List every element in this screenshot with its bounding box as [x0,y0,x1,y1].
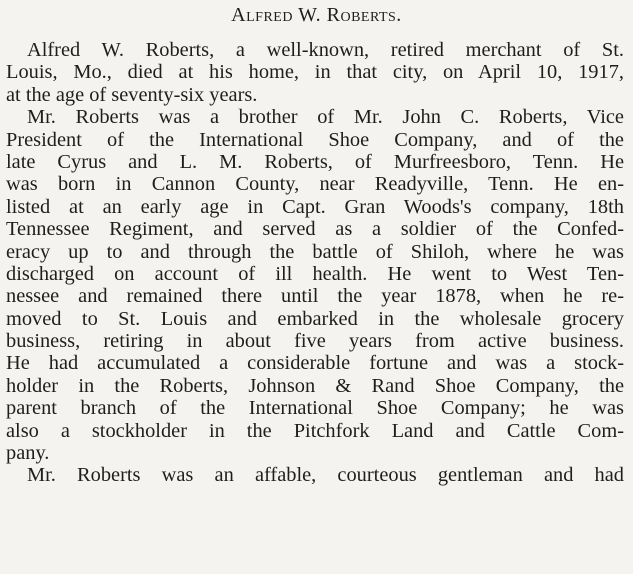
text-line: Tennessee Regiment, and served as a soldier of the Confed- [6,218,624,241]
text-line: He had accumulated a considerable fortune and was a stock- [6,352,624,375]
paragraph [6,106,624,464]
text-line: was born in Cannon County, near Readyville, Tenn. He en- [6,173,624,196]
text-line: Alfred W. Roberts, a well-known, retired merchant of St. [27,39,624,61]
text-line: nessee and remained there until the year 1878, when he re- [6,285,624,308]
text-line: pany. [6,442,50,465]
text-line: business, retiring in about five years from active business. [6,330,624,353]
paragraph [6,39,624,106]
text-line: also a stockholder in the Pitchfork Land and Cattle Com- [6,419,624,442]
text-line: late Cyrus and L. M. Roberts, of Murfreesboro, Tenn. He [6,150,624,173]
text-line: Mr. Roberts was an affable, courteous gentleman and had [27,464,624,487]
text-line: moved to St. Louis and embarked in the wholesale grocery [6,307,624,330]
text-line: Louis, Mo., died at his home, in that city, on April 10, 1917, [6,61,624,84]
article-title: Alfred W. Roberts. [231,4,402,26]
text-line: Mr. Roberts was a brother of Mr. John C. Roberts, Vice [27,106,624,129]
text-line: listed at an early age in Capt. Gran Woods's company, 18th [6,195,624,218]
text-line: holder in the Roberts, Johnson & Rand Shoe Company, the [6,374,624,397]
article-body [6,39,624,487]
text-line: President of the International Shoe Company, and of the [6,128,624,151]
text-line: at the age of seventy-six years. [6,83,258,106]
text-line: eracy up to and through the battle of Shiloh, where he was [6,240,624,263]
text-line: parent branch of the International Shoe Company; he was [6,397,624,420]
paragraph [6,464,624,486]
text-line: discharged on account of ill health. He went to West Ten- [6,262,624,285]
